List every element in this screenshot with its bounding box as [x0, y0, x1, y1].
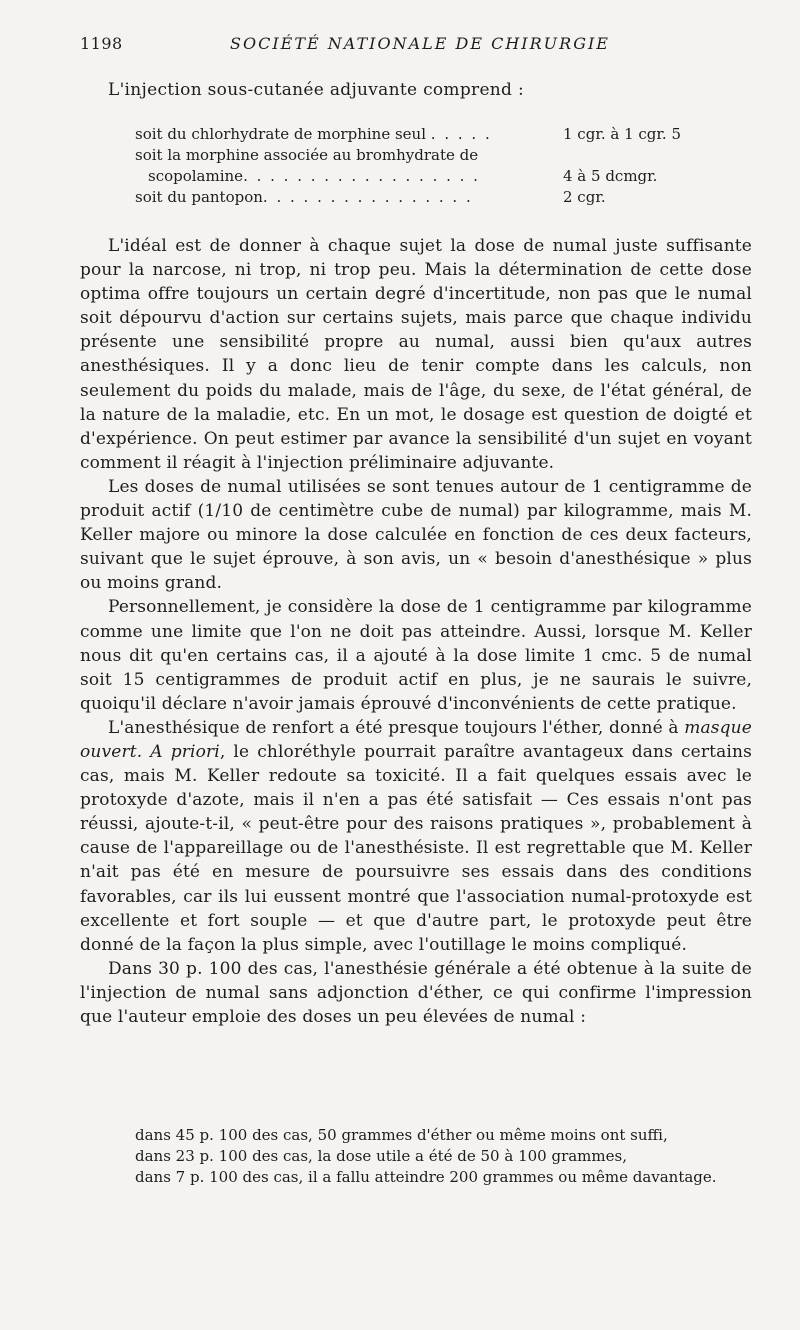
dose-label: soit du chlorhydrate de morphine seul	[135, 125, 427, 143]
dose-label: soit la morphine associée au bromhydrate de	[135, 146, 479, 164]
dose-label: soit du pantopon	[135, 188, 263, 206]
dose-row	[135, 166, 725, 187]
paragraph	[80, 716, 752, 957]
paragraph: L'idéal est de donner à chaque sujet la dose de numal juste suffisante pour la narcose, ni trop, ni trop peu. Mais la détermination de cette dose optima offre toujours un certain degré d'incertitude, non pas que le numal soit dépourvu d'action sur certains sujets, mais parce que chaque individu présente une sensibilité propre au numal, aussi bien qu'aux autres anesthésiques. Il y a donc lieu de tenir compte dans les calculs, non seulement du poids du malade, mais de l'âge, du sexe, de l'état général, de la nature de la maladie, etc. En un mot, le dosage est question de doigté et d'expérience. On peut estimer par avance la sensibilité d'un sujet en voyant comment il réagit à l'injection préliminaire adjuvante.	[80, 236, 752, 473]
paragraph-text: L'anesthésique de renfort a été presque toujours l'éther, donné à	[108, 717, 685, 738]
dose-row	[135, 145, 725, 166]
dose-leader-dots: . . . . .	[430, 125, 492, 143]
paragraph: Les doses de numal utilisées se sont tenues autour de 1 centigramme de produit actif (1/10 de centimètre cube de numal) par kilogramme, mais M. Keller majore ou minore la dose calculée en fonction de ces deux facteurs, suivant que le sujet éprouve, à son avis, un « besoin d'anesthésique » plus ou moins grand.	[80, 476, 752, 594]
dose-value: 2 cgr.	[563, 188, 606, 206]
dose-row	[135, 124, 725, 145]
page-header	[80, 34, 760, 56]
body-text	[80, 234, 752, 1029]
running-title: SOCIÉTÉ NATIONALE DE CHIRURGIE	[230, 34, 610, 53]
list-item: dans 45 p. 100 des cas, 50 grammes d'éther ou même moins ont suffi,	[135, 1126, 668, 1144]
dose-label: scopolamine	[148, 167, 244, 185]
dose-value: 4 à 5 dcmgr.	[563, 167, 658, 185]
intro-line: L'injection sous-cutanée adjuvante comprend :	[108, 80, 524, 100]
dose-leader-dots: . . . . . . . . . . . . . . . .	[262, 188, 473, 206]
dose-value: 1 cgr. à 1 cgr. 5	[563, 125, 682, 143]
page-number: 1198	[80, 34, 123, 53]
list-item: dans 23 p. 100 des cas, la dose utile a été de 50 à 100 grammes,	[135, 1147, 627, 1165]
dose-row	[135, 187, 725, 208]
ether-list	[135, 1125, 752, 1188]
list-item: dans 7 p. 100 des cas, il a fallu atteindre 200 grammes ou même davantage.	[135, 1168, 717, 1186]
dose-leader-dots: . . . . . . . . . . . . . . . . . .	[243, 167, 480, 185]
italic-text: masque ouvert. A priori	[80, 717, 752, 762]
paragraph: Personnellement, je considère la dose de 1 centigramme par kilogramme comme une limite que l'on ne doit pas atteindre. Aussi, lorsque M. Keller nous dit qu'en certains cas, il a ajouté à la dose limite 1 cmc. 5 de numal soit 15 centigrammes de produit actif en plus, je ne saurais le suivre, quoiqu'il déclare n'avoir jamais éprouvé d'inconvénients de cette pratique.	[80, 597, 752, 714]
dose-list	[135, 124, 725, 208]
paragraph-text: , le chloréthyle pourrait paraître avantageux dans certains cas, mais M. Keller redoute sa toxicité. Il a fait quelques essais avec le protoxyde d'azote, mais il n'en a pas été satisfait — Ces essais n'ont pas réussi, ajoute-t-il, « peut-être pour des raisons pratiques », probablement à cause de l'appareillage ou de l'anesthésiste. Il est regrettable que M. Keller n'ait pas été en mesure de poursuivre ses essais dans des conditions favorables, car ils lui eussent montré que l'association numal-protoxyde est excellente et fort souple — et que d'autre part, le protoxyde peut être donné de la façon la plus simple, avec l'outillage le moins compliqué.	[80, 741, 752, 955]
paragraph: Dans 30 p. 100 des cas, l'anesthésie générale a été obtenue à la suite de l'injection de numal sans adjonction d'éther, ce qui confirme l'impression que l'auteur emploie des doses un peu élevées de numal :	[80, 958, 752, 1027]
